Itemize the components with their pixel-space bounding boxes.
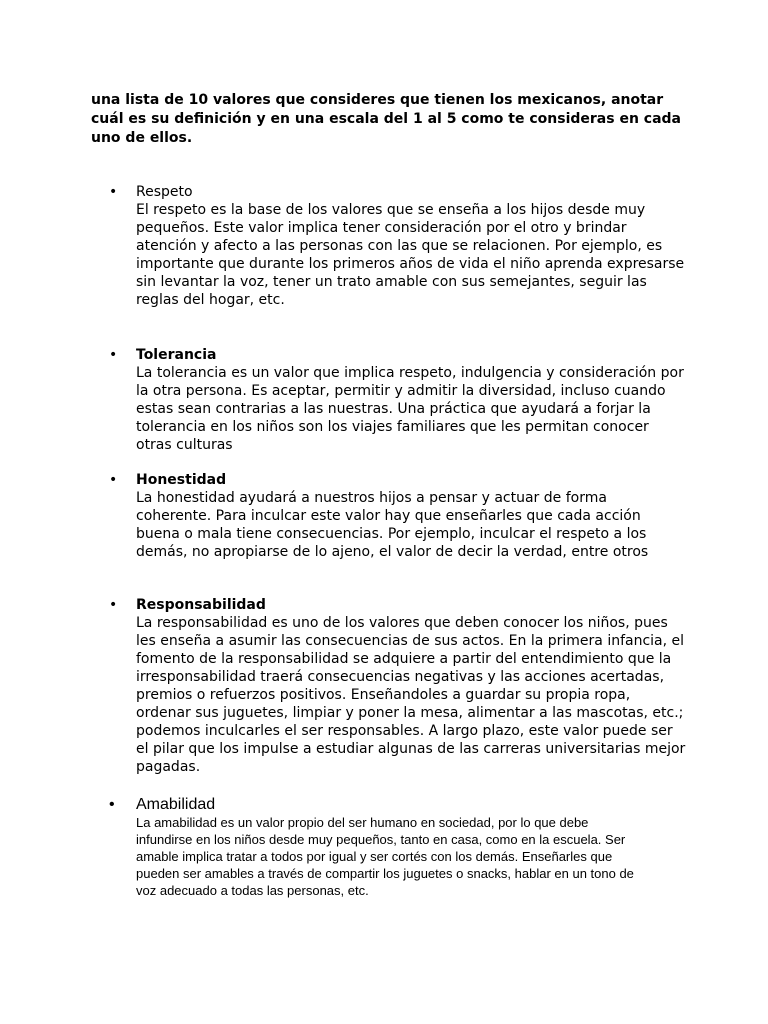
description-line: coherente. Para inculcar este valor hay que enseñarles que cada acción <box>136 508 641 524</box>
description-line: otras culturas <box>136 437 233 453</box>
bullet-marker: • <box>109 597 118 613</box>
document-heading <box>91 91 691 148</box>
description-line: estas sean contrarias a las nuestras. Una práctica que ayudará a forjar la <box>136 401 651 417</box>
item-title: Respeto <box>136 184 193 200</box>
bullet-marker: • <box>109 184 118 200</box>
item-description <box>136 201 686 309</box>
description-line: les enseña a asumir las consecuencias de sus actos. En la primera infancia, el <box>136 633 685 649</box>
description-line: pequeños. Este valor implica tener consideración por el otro y brindar <box>136 220 627 236</box>
description-line: La responsabilidad es uno de los valores que deben conocer los niños, pues <box>136 615 668 631</box>
description-line: buena o mala tiene consecuencias. Por ejemplo, inculcar el respeto a los <box>136 526 647 542</box>
description-line: fomento de la responsabilidad se adquiere a partir del entendimiento que la <box>136 651 672 667</box>
description-line: reglas del hogar, etc. <box>136 292 285 308</box>
description-line: premios o refuerzos positivos. Enseñandoles a guardar su propia ropa, <box>136 687 631 703</box>
description-line: irresponsabilidad traerá consecuencias negativas y las acciones acertadas, <box>136 669 665 685</box>
description-line: ordenar sus juguetes, limpiar y poner la mesa, alimentar a las mascotas, etc.; <box>136 705 684 721</box>
description-line: la otra persona. Es aceptar, permitir y admitir la diversidad, incluso cuando <box>136 383 666 399</box>
description-line: El respeto es la base de los valores que se enseña a los hijos desde muy <box>136 202 646 218</box>
item-description <box>136 364 686 454</box>
bullet-marker: • <box>109 347 118 363</box>
description-line: podemos inculcarles el ser responsables. A largo plazo, este valor puede ser <box>136 723 673 739</box>
item-title: Amabilidad <box>136 796 216 813</box>
description-line: amable implica tratar a todos por igual y ser cortés con los demás. Enseñarles que <box>136 849 613 864</box>
list-item-honestidad <box>109 471 686 561</box>
description-line: voz adecuado a todas las personas, etc. <box>136 883 369 898</box>
item-title: Honestidad <box>136 472 227 488</box>
description-line: La amabilidad es un valor propio del ser humano en sociedad, por lo que debe <box>136 815 589 830</box>
description-line: pagadas. <box>136 759 201 775</box>
item-title: Tolerancia <box>136 347 217 363</box>
item-description <box>136 489 686 561</box>
description-line: pueden ser amables a través de compartir los juguetes o snacks, hablar en un tono de <box>136 866 634 881</box>
description-line: infundirse en los niños desde muy pequeños, tanto en casa, como en la escuela. Ser <box>136 832 626 847</box>
description-line: importante que durante los primeros años de vida el niño aprenda expresarse <box>136 256 685 272</box>
list-item-respeto <box>109 183 686 309</box>
description-line: La honestidad ayudará a nuestros hijos a pensar y actuar de forma <box>136 490 607 506</box>
heading-line: uno de ellos. <box>91 130 193 146</box>
item-title: Responsabilidad <box>136 597 266 613</box>
description-line: demás, no apropiarse de lo ajeno, el valor de decir la verdad, entre otros <box>136 544 649 560</box>
list-item-responsabilidad <box>109 596 686 776</box>
item-description <box>136 614 686 776</box>
description-line: tolerancia en los niños son los viajes familiares que les permitan conocer <box>136 419 649 435</box>
list-item-tolerancia <box>109 346 686 454</box>
bullet-marker: • <box>109 796 115 813</box>
item-description <box>136 814 686 899</box>
description-line: atención y afecto a las personas con las que se relacionen. Por ejemplo, es <box>136 238 663 254</box>
heading-line: una lista de 10 valores que consideres que tienen los mexicanos, anotar <box>91 92 664 108</box>
description-line: La tolerancia es un valor que implica respeto, indulgencia y consideración por <box>136 365 684 381</box>
bullet-marker: • <box>109 472 118 488</box>
description-line: el pilar que los impulse a estudiar algunas de las carreras universitarias mejor <box>136 741 686 757</box>
list-item-amabilidad <box>109 796 686 899</box>
heading-line: cuál es su definición y en una escala del 1 al 5 como te consideras en cada <box>91 111 682 127</box>
description-line: sin levantar la voz, tener un trato amable con sus semejantes, seguir las <box>136 274 647 290</box>
